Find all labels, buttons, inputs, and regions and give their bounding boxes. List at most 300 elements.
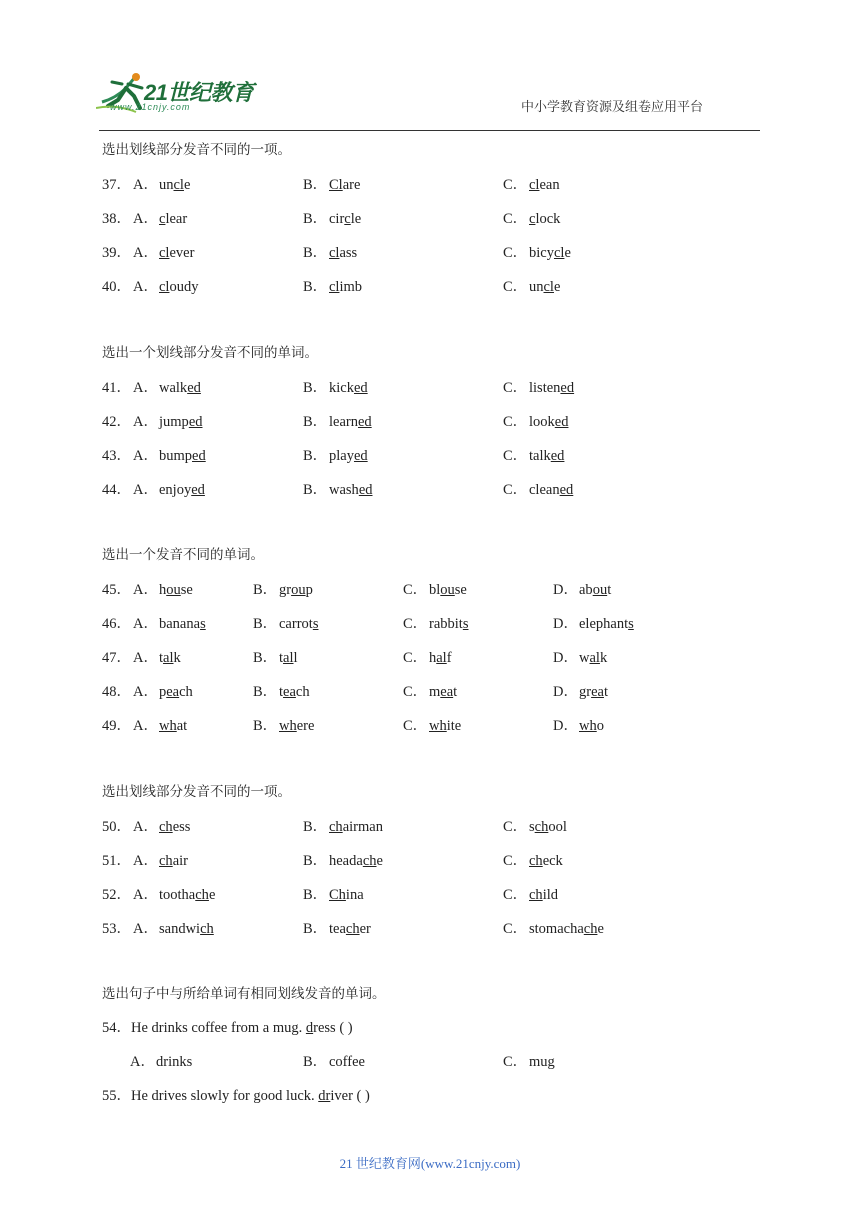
underlined-part: ch — [345, 921, 360, 937]
underlined-part: al — [163, 650, 174, 666]
sentence-text: He drinks coffee from a mug. — [131, 1020, 306, 1036]
underlined-part: cl — [159, 245, 170, 261]
option-letter: A． — [133, 482, 158, 498]
word-part: k — [599, 650, 608, 666]
option-word — [329, 279, 362, 295]
answer-option[interactable] — [403, 680, 457, 704]
question-number: 42． — [102, 414, 131, 430]
word-part: ever — [169, 245, 195, 261]
answer-option[interactable] — [503, 241, 571, 265]
word-part: eck — [542, 853, 563, 869]
option-letter: A． — [133, 887, 158, 903]
answer-option[interactable] — [133, 849, 188, 873]
option-letter: C． — [503, 177, 528, 193]
underlined-part: cl — [329, 279, 340, 295]
answer-option[interactable] — [303, 815, 383, 839]
question-row — [0, 646, 860, 670]
word-part: bump — [159, 448, 193, 464]
option-word — [429, 718, 461, 734]
answer-option[interactable] — [553, 646, 607, 670]
underlined-part: c — [159, 211, 166, 227]
word-part: are — [342, 177, 361, 193]
question-number: 38． — [102, 211, 131, 227]
option-letter: A． — [133, 650, 158, 666]
option-letter: D． — [553, 718, 578, 734]
answer-option[interactable] — [303, 275, 362, 299]
answer-option[interactable] — [403, 714, 461, 738]
word-part: learn — [329, 414, 358, 430]
word-part: elephant — [579, 616, 629, 632]
option-word — [159, 448, 206, 464]
question-number: 39． — [102, 245, 131, 261]
option-word — [159, 921, 214, 937]
answer-option[interactable] — [403, 578, 467, 602]
underlined-part: ed — [560, 380, 575, 396]
word-part: le — [350, 211, 362, 227]
answer-blank[interactable]: ( ) — [335, 1020, 353, 1036]
answer-option[interactable] — [133, 883, 215, 907]
option-letter: B． — [303, 921, 328, 937]
option-word — [279, 718, 314, 734]
word-part: sandwi — [159, 921, 201, 937]
option-letter: B． — [303, 482, 328, 498]
option-letter: C． — [503, 211, 528, 227]
answer-option[interactable] — [253, 612, 318, 636]
option-word — [529, 177, 560, 193]
option-letter: C． — [503, 279, 528, 295]
word-part: ess — [172, 819, 191, 835]
word-part: bl — [429, 582, 441, 598]
underlined-part: ch — [159, 853, 173, 869]
option-letter: B． — [253, 684, 278, 700]
underlined-part: d — [305, 1020, 314, 1036]
underlined-part: dr — [318, 1088, 331, 1104]
option-letter: A． — [133, 414, 158, 430]
answer-option[interactable] — [303, 376, 368, 400]
option-word — [529, 279, 560, 295]
option-letter: B． — [303, 279, 328, 295]
option-letter: A． — [133, 819, 158, 835]
option-word — [159, 414, 203, 430]
answer-option[interactable] — [253, 578, 313, 602]
word-part: e — [597, 921, 604, 937]
word-part: e — [553, 279, 561, 295]
answer-option[interactable] — [303, 410, 372, 434]
word-part: o — [596, 718, 604, 734]
section-heading-text: 选出句子中与所给单词有相同划线发音的单词。 — [102, 986, 386, 1002]
word-part: jump — [159, 414, 189, 430]
word-part: e — [208, 887, 216, 903]
option-word — [279, 616, 318, 632]
word-part: tootha — [159, 887, 196, 903]
word-part: m — [429, 684, 441, 700]
section-heading — [0, 982, 860, 1006]
option-letter: C． — [503, 245, 528, 261]
option-word — [159, 887, 215, 903]
word-part: ina — [345, 887, 364, 903]
option-word — [329, 1054, 365, 1070]
word-part: t — [159, 650, 164, 666]
underlined-part: cl — [329, 245, 340, 261]
logo — [96, 68, 266, 118]
underlined-part: cl — [173, 177, 184, 193]
section-heading-text: 选出一个划线部分发音不同的单词。 — [102, 345, 318, 361]
option-letter: B． — [303, 1054, 328, 1070]
word-part: gr — [579, 684, 592, 700]
question-row — [0, 241, 860, 265]
underlined-part: wh — [429, 718, 447, 734]
answer-option[interactable] — [403, 646, 452, 670]
underlined-part: c — [529, 211, 536, 227]
underlined-part: ou — [291, 582, 306, 598]
answer-option[interactable] — [503, 478, 573, 502]
question-row — [0, 478, 860, 502]
underlined-part: ou — [440, 582, 455, 598]
option-letter: A． — [133, 684, 158, 700]
page-footer: 21 世纪教育网(www.21cnjy.com) — [339, 1156, 521, 1171]
option-letter: C． — [503, 482, 528, 498]
word-part: lock — [535, 211, 561, 227]
option-letter: C． — [503, 1054, 528, 1070]
underlined-part: s — [200, 616, 206, 632]
underlined-part: ch — [200, 921, 214, 937]
underlined-part: ed — [353, 448, 368, 464]
option-word — [159, 853, 188, 869]
word-part: t — [279, 650, 284, 666]
underlined-part: al — [283, 650, 294, 666]
question-number: 53． — [102, 921, 131, 937]
word-part: mug — [529, 1054, 555, 1070]
option-letter: A． — [130, 1054, 155, 1070]
option-word — [329, 177, 360, 193]
answer-option[interactable] — [503, 376, 574, 400]
section-heading — [0, 341, 860, 365]
word-part: stomacha — [529, 921, 584, 937]
option-letter: A． — [133, 582, 158, 598]
word-part: ool — [548, 819, 567, 835]
answer-option[interactable] — [553, 714, 604, 738]
word-part: air — [172, 853, 188, 869]
section-heading-text: 选出划线部分发音不同的一项。 — [102, 142, 291, 158]
underlined-part: ea — [283, 684, 296, 700]
underlined-part: ou — [592, 582, 608, 598]
underlined-part: ch — [529, 887, 543, 903]
option-word — [529, 448, 564, 464]
question-row — [0, 680, 860, 704]
answer-option[interactable] — [133, 680, 193, 704]
question-number: 46． — [102, 616, 131, 632]
option-word — [329, 819, 383, 835]
question-number: 41． — [102, 380, 131, 396]
answer-option[interactable] — [133, 478, 205, 502]
option-letter: B． — [253, 582, 278, 598]
option-word — [529, 380, 574, 396]
word-part: ean — [539, 177, 560, 193]
answer-option[interactable] — [133, 578, 193, 602]
answer-option[interactable] — [503, 444, 564, 468]
option-letter: C． — [503, 380, 528, 396]
underlined-part: wh — [279, 718, 297, 734]
option-word — [429, 684, 457, 700]
word-part: h — [159, 582, 167, 598]
option-letter: D． — [553, 650, 578, 666]
answer-option[interactable] — [130, 1050, 192, 1074]
answer-option[interactable] — [503, 207, 560, 231]
answer-option[interactable] — [133, 646, 181, 670]
word-part: walk — [159, 380, 188, 396]
underlined-part: cl — [553, 245, 565, 261]
word-part: se — [454, 582, 467, 598]
word-part: rabbit — [429, 616, 463, 632]
option-word — [429, 582, 467, 598]
word-part: listen — [529, 380, 561, 396]
word-part: ress — [313, 1020, 336, 1036]
page-header — [0, 0, 860, 132]
word-part: tea — [329, 921, 346, 937]
answer-option[interactable] — [133, 612, 206, 636]
answer-blank[interactable]: ( ) — [352, 1088, 370, 1104]
question-number: 49． — [102, 718, 131, 734]
word-part: k — [173, 650, 181, 666]
option-letter: B． — [253, 650, 278, 666]
answer-option[interactable] — [303, 478, 373, 502]
answer-option[interactable] — [503, 275, 560, 299]
word-part: t — [607, 582, 612, 598]
question-row — [0, 578, 860, 602]
option-word — [529, 853, 563, 869]
question-number: 52． — [102, 887, 131, 903]
option-letter: B． — [303, 819, 328, 835]
option-word — [159, 650, 181, 666]
answer-option[interactable] — [303, 849, 383, 873]
option-word — [329, 448, 368, 464]
header-divider — [99, 130, 760, 131]
word-part: clean — [529, 482, 560, 498]
option-word — [159, 279, 198, 295]
question-row — [0, 376, 860, 400]
question-number: 45． — [102, 582, 131, 598]
word-part: imb — [339, 279, 363, 295]
section-heading-text: 选出划线部分发音不同的一项。 — [102, 784, 291, 800]
underlined-part: ed — [358, 482, 373, 498]
underlined-part: s — [628, 616, 634, 632]
word-part: un — [529, 279, 544, 295]
option-letter: B． — [253, 616, 278, 632]
answer-option[interactable] — [303, 207, 361, 231]
answer-option[interactable] — [253, 680, 310, 704]
section-heading-text: 选出一个发音不同的单词。 — [102, 547, 264, 563]
option-letter: A． — [133, 279, 158, 295]
answer-option[interactable] — [133, 207, 187, 231]
option-letter: A． — [133, 380, 158, 396]
answer-option[interactable] — [253, 714, 314, 738]
word-part: lear — [165, 211, 188, 227]
option-word — [329, 380, 368, 396]
word-part: un — [159, 177, 174, 193]
word-part: ild — [542, 887, 558, 903]
option-word — [159, 380, 201, 396]
answer-option[interactable] — [133, 444, 206, 468]
option-letter: A． — [133, 616, 158, 632]
option-word — [429, 650, 452, 666]
underlined-part: ed — [554, 414, 569, 430]
question-row — [0, 410, 860, 434]
underlined-part: ed — [550, 448, 565, 464]
question-number: 50． — [102, 819, 131, 835]
question-row — [0, 849, 860, 873]
question-row — [0, 444, 860, 468]
word-part: t — [603, 684, 608, 700]
option-word — [159, 582, 193, 598]
option-letter: C． — [403, 582, 428, 598]
option-word — [579, 582, 611, 598]
option-word — [529, 245, 571, 261]
question-row — [0, 1084, 860, 1108]
underlined-part: ea — [591, 684, 604, 700]
word-part: kick — [329, 380, 354, 396]
answer-option[interactable] — [303, 444, 368, 468]
word-part: talk — [529, 448, 551, 464]
answer-option[interactable] — [133, 917, 214, 941]
answer-option[interactable] — [553, 578, 611, 602]
platform-title: 中小学教育资源及组卷应用平台 — [521, 100, 704, 115]
answer-option[interactable] — [303, 173, 360, 197]
word-part: carrot — [279, 616, 313, 632]
word-part: l — [293, 650, 298, 666]
question-row — [0, 1016, 860, 1040]
answer-option[interactable] — [133, 815, 190, 839]
underlined-part: ea — [440, 684, 454, 700]
answer-option[interactable] — [503, 410, 568, 434]
option-word — [329, 921, 371, 937]
option-word — [579, 650, 607, 666]
option-word — [279, 684, 310, 700]
option-letter: A． — [133, 211, 158, 227]
answer-option[interactable] — [403, 612, 468, 636]
option-word — [579, 684, 608, 700]
word-part: at — [176, 718, 188, 734]
option-word — [429, 616, 468, 632]
answer-option[interactable] — [253, 646, 298, 670]
underlined-part: ed — [187, 380, 201, 396]
word-part: drinks — [156, 1054, 193, 1070]
underlined-part: ea — [166, 684, 180, 700]
logo-text: 21世纪教育 — [144, 80, 254, 105]
question-number: 51． — [102, 853, 131, 869]
question-number: 37． — [102, 177, 131, 193]
word-part: ab — [579, 582, 593, 598]
question-sentence — [102, 1084, 370, 1108]
question-number: 55． — [102, 1088, 131, 1104]
word-part: play — [329, 448, 354, 464]
option-letter: C． — [503, 448, 528, 464]
word-part: h — [429, 650, 437, 666]
question-number: 47． — [102, 650, 131, 666]
question-number: 54． — [102, 1020, 131, 1036]
word-part: p — [305, 582, 313, 598]
option-letter: C． — [403, 718, 428, 734]
underlined-part: Cl — [329, 177, 343, 193]
word-part: ere — [296, 718, 315, 734]
option-word — [329, 414, 372, 430]
option-word — [279, 650, 298, 666]
option-letter: D． — [553, 616, 578, 632]
option-letter: A． — [133, 718, 158, 734]
underlined-part: cl — [159, 279, 170, 295]
underlined-part: cl — [529, 177, 540, 193]
answer-option[interactable] — [303, 1050, 365, 1074]
underlined-part: s — [312, 616, 319, 632]
question-number: 43． — [102, 448, 131, 464]
underlined-part: c — [344, 211, 351, 227]
option-word — [159, 482, 205, 498]
answer-option[interactable] — [133, 376, 201, 400]
option-letter: A． — [133, 921, 158, 937]
word-part: s — [529, 819, 535, 835]
section-heading — [0, 780, 860, 804]
option-letter: C． — [403, 684, 428, 700]
answer-option[interactable] — [503, 917, 604, 941]
word-part: cir — [329, 211, 345, 227]
option-letter: A． — [133, 448, 158, 464]
option-word — [159, 819, 190, 835]
underlined-part: ch — [362, 853, 377, 869]
answer-option[interactable] — [133, 410, 203, 434]
option-word — [529, 414, 568, 430]
word-part: se — [180, 582, 193, 598]
question-row — [0, 714, 860, 738]
option-word — [529, 887, 558, 903]
question-row — [0, 275, 860, 299]
option-letter: B． — [303, 245, 328, 261]
answer-option[interactable] — [133, 714, 187, 738]
option-word — [159, 211, 187, 227]
answer-option[interactable] — [503, 1050, 555, 1074]
option-word — [529, 482, 573, 498]
word-part: wash — [329, 482, 359, 498]
answer-option[interactable] — [133, 241, 194, 265]
word-part: ch — [179, 684, 193, 700]
answer-option[interactable] — [303, 883, 364, 907]
question-row — [0, 917, 860, 941]
option-word — [579, 616, 634, 632]
answer-option[interactable] — [503, 849, 563, 873]
answer-option[interactable] — [133, 275, 198, 299]
answer-option[interactable] — [503, 173, 560, 197]
word-part: look — [529, 414, 555, 430]
word-part: gr — [279, 582, 292, 598]
answer-option[interactable] — [303, 917, 371, 941]
underlined-part: ed — [191, 482, 205, 498]
answer-option[interactable] — [503, 815, 567, 839]
option-letter: B． — [303, 448, 328, 464]
word-part: ch — [295, 684, 310, 700]
answer-option[interactable] — [553, 680, 608, 704]
option-letter: B． — [303, 853, 328, 869]
word-part: w — [579, 650, 590, 666]
option-letter: C． — [503, 921, 528, 937]
answer-option[interactable] — [133, 173, 190, 197]
option-word — [329, 887, 364, 903]
answer-option[interactable] — [503, 883, 558, 907]
option-word — [159, 684, 193, 700]
word-part: ite — [446, 718, 462, 734]
question-row — [0, 207, 860, 231]
option-word — [279, 582, 313, 598]
answer-option[interactable] — [303, 241, 357, 265]
answer-option[interactable] — [553, 612, 634, 636]
option-word — [529, 921, 604, 937]
